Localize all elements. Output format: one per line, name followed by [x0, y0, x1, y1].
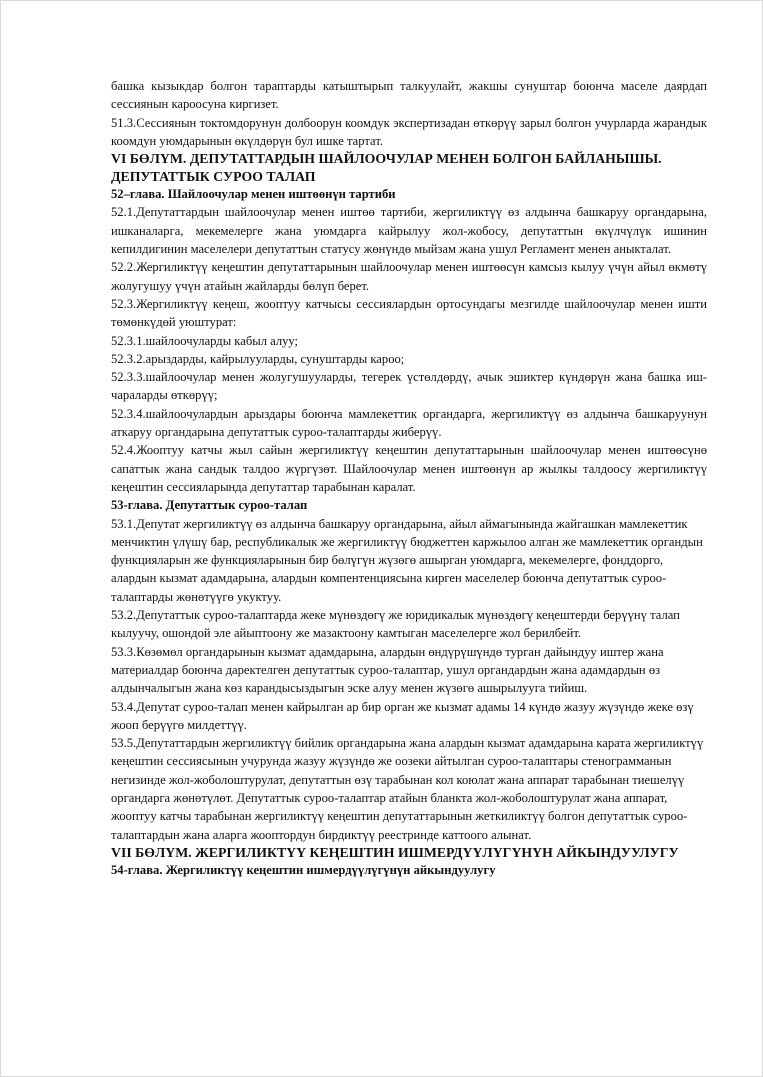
- paragraph-53-3: 53.3.Көзөмөл органдарынын кызмат адамдарына, алардын өндүрүшүндө турган дайындуу иштер жана материалдар боюнча даректелген депутаттык суроо-талаптар, ушул органдардын жана адамдардын өз алдынчалыгын жана көз карандысыздыгын эске алуу менен жүзөгө ашырылууга тийиш.: [111, 644, 664, 696]
- paragraph-52-2: 52.2.Жергиликтүү кеңештин депутаттарынын шайлоочулар менен иштөөсүн камсыз кылуу үчүн айыл өкмөтү жолугушуу үчүн атайын жайларды бөлүп берет.: [111, 260, 707, 293]
- paragraph-53-5: 53.5.Депутаттардын жергиликтүү бийлик органдарына жана алардын кызмат адамдарына карата жергиликтүү кеңештин сессиясынын учурунда жазуу жүзүндө же оозеки айтылган суроо-талаптары стенограмманын негизинде жол-жоболоштурулат, депутаттын өзү тарабынан кол коюлат жана аппарат тарабынан тиешелүү органдарга жөнөтүлөт. Депутаттык суроо-талаптар атайын бланкта жол-жоболоштурулат жана аппарат, жооптуу катчы тарабынан жергиликтүү кеңештин депутаттарынын жеткиликтүү болгон депутаттык суроо-талаптардын жана аларга жооптордун бирдиктүү реестринде каттоого алынат.: [111, 736, 704, 842]
- document-body: [111, 77, 707, 880]
- list-item-52-3-3: 52.3.3.шайлоочулар менен жолугушууларды, тегерек үстөлдөрдү, ачык эшиктер күндөрүн жана башка иш-чараларды өткөрүү;: [111, 370, 707, 403]
- chapter-heading-54: 54-глава. Жергиликтүү кеңештин ишмердүүлүгүнүн айкындуулугу: [111, 863, 496, 878]
- paragraph-52-1: 52.1.Депутаттардын шайлоочулар менен иштөө тартиби, жергиликтүү өз алдынча башкаруу органдарына, ишканаларга, мекемелерге жана уюмдарга кайрылуу жол-жобосу, депутаттын өкүлчүлүк ишинин кепилдигинин маселелери депутаттын статусу жөнүндө мыйзам жана ушул Регламент менен аныкталат.: [111, 205, 707, 257]
- section-heading-vii: VII БӨЛҮМ. ЖЕРГИЛИКТҮҮ КЕҢЕШТИН ИШМЕРДҮҮЛҮГҮНҮН АЙКЫНДУУЛУГУ: [111, 844, 679, 860]
- section-heading-vi: VI БӨЛҮМ. ДЕПУТАТТАРДЫН ШАЙЛООЧУЛАР МЕНЕН БОЛГОН БАЙЛАНЫШЫ. ДЕПУТАТТЫК СУРОО ТАЛАП: [111, 151, 662, 184]
- paragraph-53-4: 53.4.Депутат суроо-талап менен кайрылган ар бир орган же кызмат адамы 14 күндө жазуу жүзүндө жеке өзү жооп берүүгө милдеттүү.: [111, 699, 694, 732]
- paragraph: башка кызыкдар болгон тараптарды катыштырып талкуулайт, жакшы сунуштар боюнча маселе даярдап сессиянын кароосуна киргизет.: [111, 79, 707, 112]
- list-item-52-3-4: 52.3.4.шайлоочулардын арыздары боюнча мамлекеттик органдарга, жергиликтүү өз алдынча башкаруунун аткаруу органдарына депутаттык суроо-талаптарды жиберүү.: [111, 406, 707, 440]
- paragraph-52-4: 52.4.Жооптуу катчы жыл сайын жергиликтүү кеңештин депутаттарынын шайлоочулар менен иштөөсүнө сапаттык жана сандык талдоо жүргүзөт. Шайлоочулар менен иштөөнүн ар жылкы талдоосу жергиликтүү кеңештин сессияларында депутаттар тарабынан каралат.: [111, 443, 707, 494]
- paragraph-52-3: 52.3.Жергиликтүү кеңеш, жооптуу катчысы сессиялардын ортосундагы мезгилде шайлоочулар менен ишти төмөнкүдөй уюштурат:: [111, 296, 707, 330]
- list-item-52-3-2: 52.3.2.арыздарды, кайрылууларды, сунуштарды кароо;: [111, 351, 405, 366]
- chapter-heading-52: 52–глава. Шайлоочулар менен иштөөнүн тартиби: [111, 187, 396, 202]
- paragraph-53-2: 53.2.Депутаттык суроо-талаптарда жеке мүнөздөгү же юридикалык мүнөздөгү кеңештерди берүүнү талап кылуучу, ошондой эле айыптоону же мазактоону камтыган маселелерге жол берилбейт.: [111, 608, 680, 641]
- paragraph-53-1: 53.1.Депутат жергиликтүү өз алдынча башкаруу органдарына, айыл аймагынында жайгашкан мамлекеттик менчиктин үлүшү бар, республикалык же жергиликтүү бюджеттен каржылоо алган же мамлекеттик органдын функцияларын же функцияларынын бир бөлүгүн жүзөгө ашырган уюмдарга, мекемелерге, фонддорго, алардын кызмат адамдарына, алардын компентенциясына кирген маселелер боюнча депутаттык суроо-талаптарды жөнөтүүгө укуктуу.: [111, 516, 703, 604]
- list-item-52-3-1: 52.3.1.шайлоочуларды кабыл алуу;: [111, 333, 299, 348]
- chapter-heading-53: 53-глава. Депутаттык суроо-талап: [111, 498, 308, 513]
- paragraph-51-3: 51.3.Сессиянын токтомдорунун долбоорун коомдук экспертизадан өткөрүү зарыл болгон учурларда жарандык коомдун уюмдарынын өкүлдөрүн бул ишке тартат.: [111, 115, 707, 148]
